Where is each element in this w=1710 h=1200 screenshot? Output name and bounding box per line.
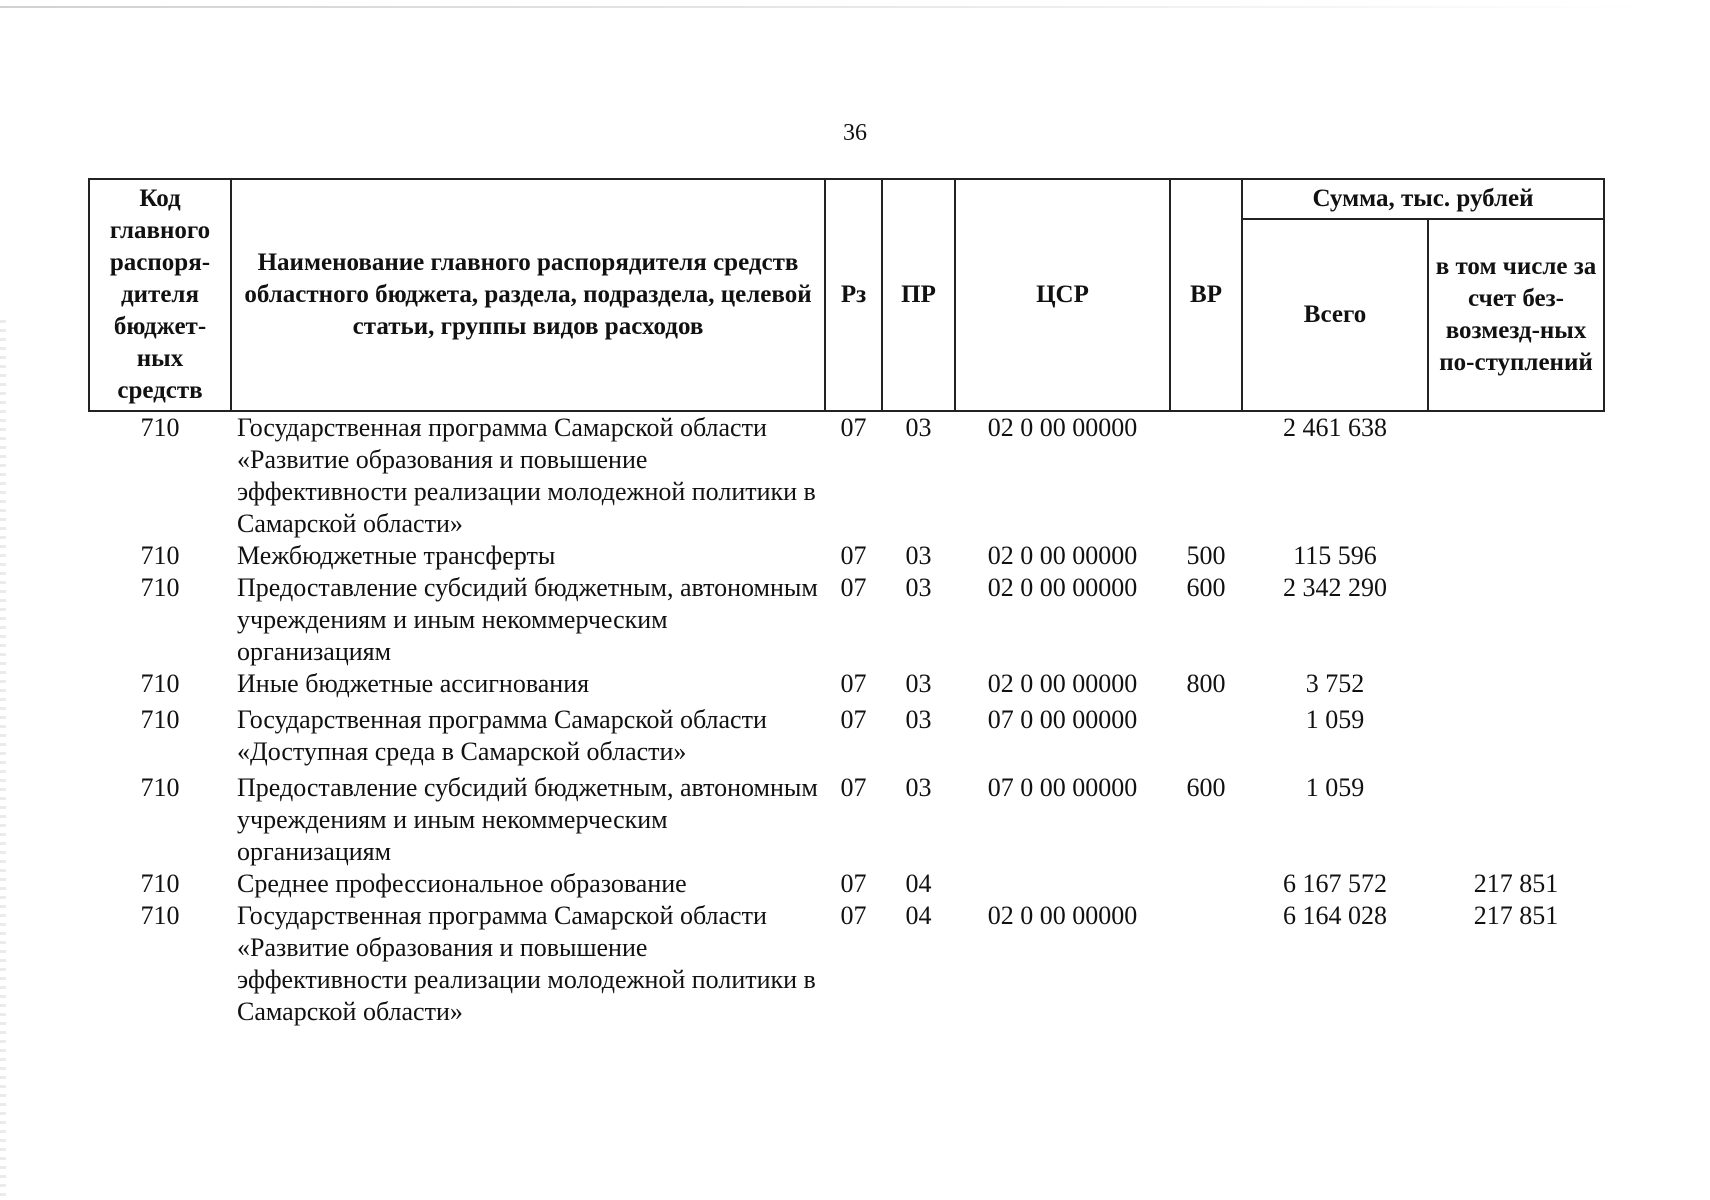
table-row xyxy=(89,572,1604,668)
cell-rz: 07 xyxy=(840,669,867,698)
cell-code: 710 xyxy=(140,541,180,570)
cell-rz: 07 xyxy=(840,573,867,602)
cell-vr: 500 xyxy=(1186,541,1226,570)
cell-grants xyxy=(1428,411,1604,540)
cell-code: 710 xyxy=(140,573,180,602)
cell-grants xyxy=(1428,700,1604,768)
cell-csr: 07 0 00 00000 xyxy=(987,773,1138,802)
cell-rz: 07 xyxy=(840,869,867,898)
header-grants: в том числе за счет без-возмезд-ных по-ступлений xyxy=(1428,219,1604,411)
page-number: 36 xyxy=(843,120,867,146)
table-row xyxy=(89,411,1604,540)
cell-total: 3 752 xyxy=(1305,669,1365,698)
cell-vr xyxy=(1170,868,1242,900)
cell-pr: 03 xyxy=(905,541,932,570)
cell-pr: 03 xyxy=(905,669,932,698)
cell-grants xyxy=(1428,768,1604,868)
header-total: Всего xyxy=(1242,219,1428,411)
cell-vr xyxy=(1170,900,1242,1028)
table-row xyxy=(89,700,1604,768)
budget-table-container xyxy=(88,178,1603,1028)
cell-vr: 600 xyxy=(1186,773,1226,802)
scan-edge-top xyxy=(0,6,1650,8)
budget-table xyxy=(88,178,1605,1028)
cell-vr xyxy=(1170,700,1242,768)
cell-total: 1 059 xyxy=(1305,773,1365,802)
cell-total: 2 461 638 xyxy=(1283,413,1387,442)
cell-name: Межбюджетные трансферты xyxy=(237,541,556,570)
cell-pr: 03 xyxy=(905,413,932,442)
cell-name: Предоставление субсидий бюджетным, автономным учреждениям и иным некоммерческим организациям xyxy=(237,773,818,866)
cell-csr: 02 0 00 00000 xyxy=(987,573,1138,602)
cell-grants xyxy=(1428,540,1604,572)
cell-name: Предоставление субсидий бюджетным, автономным учреждениям и иным некоммерческим организациям xyxy=(237,573,818,666)
cell-code: 710 xyxy=(140,901,180,930)
cell-pr: 03 xyxy=(905,573,932,602)
cell-rz: 07 xyxy=(840,901,867,930)
cell-name: Среднее профессиональное образование xyxy=(237,869,687,898)
cell-pr: 03 xyxy=(905,705,932,734)
cell-csr: 02 0 00 00000 xyxy=(987,541,1138,570)
table-body xyxy=(89,411,1604,1028)
cell-grants xyxy=(1428,668,1604,700)
cell-csr: 02 0 00 00000 xyxy=(987,901,1138,930)
cell-csr: 02 0 00 00000 xyxy=(987,669,1138,698)
table-row xyxy=(89,768,1604,868)
cell-name: Государственная программа Самарской области «Доступная среда в Самарской области» xyxy=(237,705,767,766)
cell-grants: 217 851 xyxy=(1473,869,1559,898)
header-pr: ПР xyxy=(882,179,955,411)
cell-total: 115 596 xyxy=(1293,541,1377,570)
cell-total: 2 342 290 xyxy=(1283,573,1387,602)
cell-total: 6 164 028 xyxy=(1283,901,1387,930)
table-row xyxy=(89,900,1604,1028)
cell-total: 6 167 572 xyxy=(1283,869,1387,898)
cell-pr: 04 xyxy=(905,869,932,898)
cell-pr: 04 xyxy=(905,901,932,930)
cell-csr xyxy=(955,868,1170,900)
table-row xyxy=(89,668,1604,700)
cell-grants: 217 851 xyxy=(1473,901,1559,930)
header-code: Код главного распоря-дителя бюджет-ных средств xyxy=(89,179,231,411)
table-header xyxy=(89,179,1604,411)
cell-code: 710 xyxy=(140,669,180,698)
header-csr: ЦСР xyxy=(955,179,1170,411)
cell-code: 710 xyxy=(140,773,180,802)
cell-rz: 07 xyxy=(840,705,867,734)
table-row xyxy=(89,540,1604,572)
scan-edge-left xyxy=(0,320,6,1200)
cell-code: 710 xyxy=(140,413,180,442)
cell-name: Государственная программа Самарской области «Развитие образования и повышение эффективности реализации молодежной политики в Самарской области» xyxy=(237,413,816,538)
header-vr: ВР xyxy=(1170,179,1242,411)
cell-name: Иные бюджетные ассигнования xyxy=(237,669,590,698)
cell-csr: 02 0 00 00000 xyxy=(987,413,1138,442)
cell-rz: 07 xyxy=(840,541,867,570)
cell-pr: 03 xyxy=(905,773,932,802)
cell-rz: 07 xyxy=(840,413,867,442)
cell-csr: 07 0 00 00000 xyxy=(987,705,1138,734)
cell-name: Государственная программа Самарской области «Развитие образования и повышение эффективности реализации молодежной политики в Самарской области» xyxy=(237,901,816,1026)
cell-rz: 07 xyxy=(840,773,867,802)
table-row xyxy=(89,868,1604,900)
cell-code: 710 xyxy=(140,869,180,898)
cell-vr: 600 xyxy=(1186,573,1226,602)
cell-vr: 800 xyxy=(1186,669,1226,698)
cell-grants xyxy=(1428,572,1604,668)
header-rz: Рз xyxy=(825,179,882,411)
header-sum: Сумма, тыс. рублей xyxy=(1242,179,1604,219)
cell-code: 710 xyxy=(140,705,180,734)
header-name: Наименование главного распорядителя средств областного бюджета, раздела, подраздела, целевой статьи, группы видов расходов xyxy=(231,179,825,411)
cell-total: 1 059 xyxy=(1305,705,1365,734)
cell-vr xyxy=(1170,411,1242,540)
